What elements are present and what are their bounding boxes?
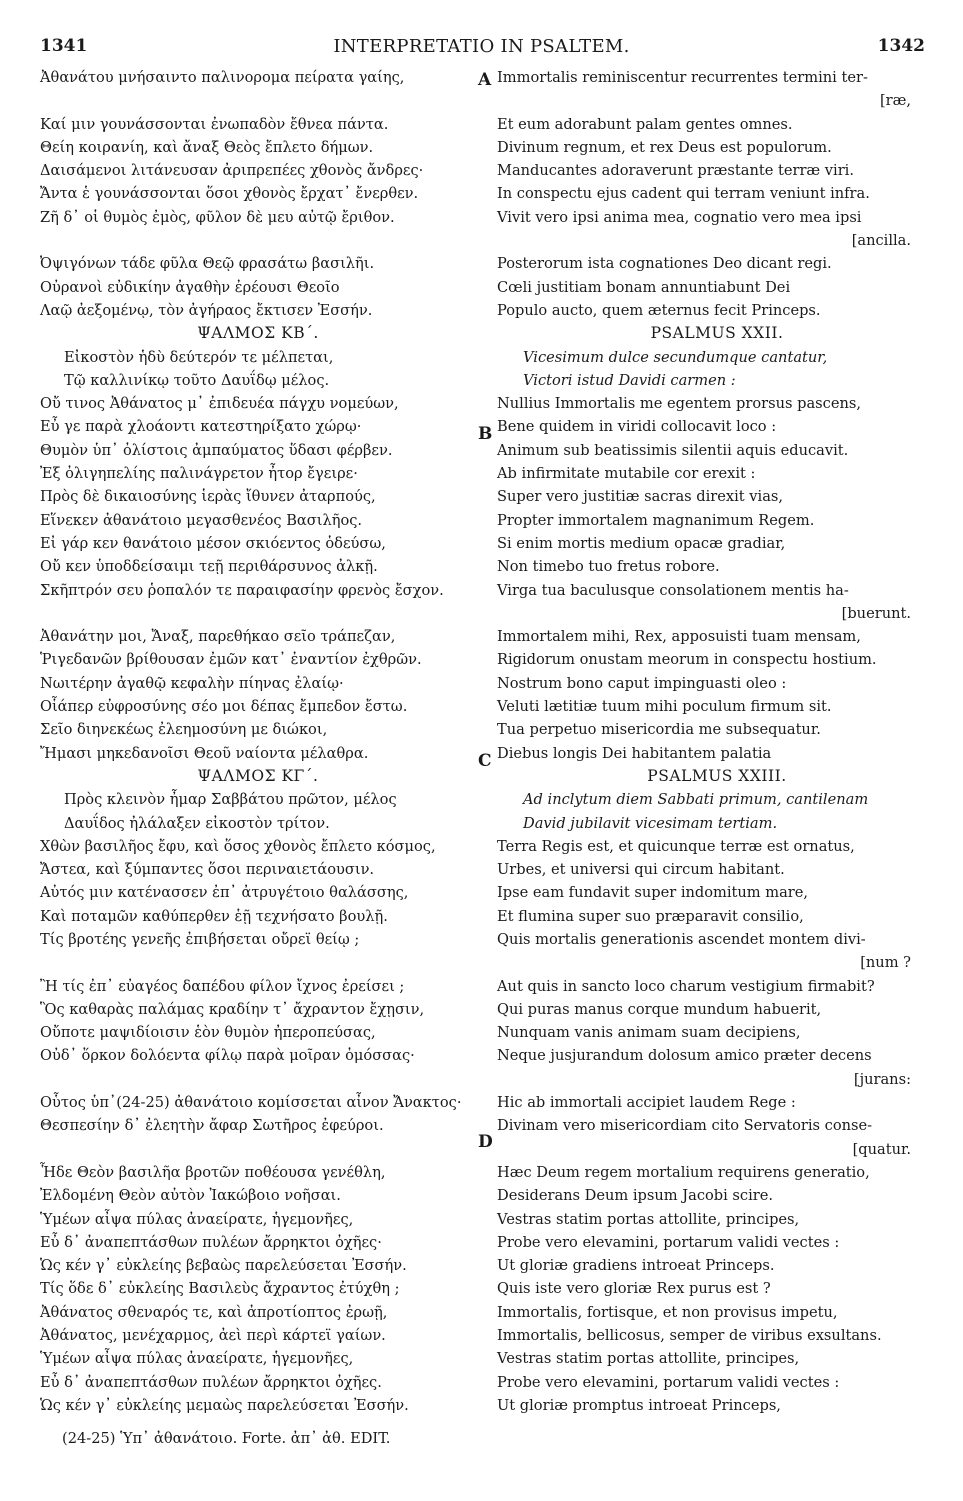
- greek-line: Ἐξ ὀλιγηπελίης παλινάγρετον ἦτορ ἔγειρε·: [40, 465, 358, 483]
- latin-line: Qui puras manus corque mundum habuerit,: [497, 1000, 822, 1018]
- latin-line: Rigidorum onustam meorum in conspectu hostium.: [497, 651, 877, 669]
- latin-line: Nullius Immortalis me egentem prorsus pascens,: [497, 395, 862, 413]
- greek-line: [40, 602, 476, 625]
- greek-line: Εὖ δ᾽ ἀναπεπτάσθων πυλέων ἄρρηκτοι ὀχῆες·: [40, 1233, 382, 1251]
- latin-line: Quis iste vero gloriæ Rex purus est ?: [497, 1280, 771, 1298]
- greek-line: Ἀθάνατος, μενέχαρμος, ἀεὶ περὶ κάρτεϊ γαίων.: [40, 1327, 386, 1345]
- greek-line: Θείη κοιρανίη, καὶ ἄναξ Θεὸς ἔπλετο δήμων.: [40, 138, 374, 156]
- greek-line: Δαυΐδος ἠλάλαξεν εἰκοστὸν τρίτον.: [64, 814, 330, 832]
- margin-letter-b: B: [478, 424, 493, 444]
- latin-line: Probe vero elevamini, portarum validi vectes :: [497, 1233, 840, 1251]
- greek-line: ΨΑΛΜΟΣ ΚΒ΄.: [197, 324, 319, 343]
- greek-line: Εὖ γε παρὰ χλοάοντι κατεστηρίξατο χώρῳ·: [40, 418, 362, 436]
- latin-line: Neque jusjurandum dolosum amico præter decens: [497, 1047, 872, 1065]
- greek-line: Λαῷ ἀεξομένῳ, τὸν ἀγήραος ἔκτισεν Ἐσσήν.: [40, 301, 373, 319]
- greek-line: Ἀθανάτην μοι, Ἄναξ, παρεθήκαο σεῖο τράπεζαν,: [40, 628, 396, 646]
- greek-line: Οὔ τινος Ἀθάνατος μ᾽ ἐπιδευέα πάγχυ νομεύων,: [40, 395, 399, 413]
- greek-line: Τῷ καλλινίκῳ τοῦτο Δαυΐδῳ μέλος.: [64, 371, 330, 389]
- latin-column: [497, 66, 937, 1417]
- greek-line: Ἤμασι μηκεδανοῖσι Θεοῦ ναίοντα μέλαθρα.: [40, 744, 369, 762]
- greek-line: Ζῆ δ᾽ οἱ θυμὸς ἐμὸς, φῦλον δὲ μευ αὐτῷ ἔριθον.: [40, 208, 395, 226]
- margin-letter-a: A: [478, 70, 492, 90]
- greek-line: Δαισάμενοι λιτάνευσαν ἀριπρεπέες χθονὸς ἄνδρες·: [40, 162, 424, 180]
- latin-line: Bene quidem in viridi collocavit loco :: [497, 418, 777, 436]
- greek-line: Αὐτός μιν κατένασσεν ἐπ᾽ ἀτρυγέτοιο θαλάσσης,: [40, 884, 409, 902]
- latin-line: Super vero justitiæ sacras direxit vias,: [497, 488, 784, 506]
- latin-line: Si enim mortis medium opacæ gradiar,: [497, 534, 786, 552]
- greek-line: Θυμὸν ὑπ᾽ ὀλίστοις ἀμπαύματος ὕδασι φέρβεν.: [40, 441, 393, 459]
- latin-line: Tua perpetuo misericordia me subsequatur.: [497, 721, 821, 739]
- latin-line: Populo aucto, quem æternus fecit Princeps.: [497, 301, 821, 319]
- greek-column: [40, 66, 476, 1417]
- latin-line: Victori istud Davidi carmen :: [523, 371, 736, 389]
- latin-line: Hic ab immortali accipiet laudem Rege :: [497, 1094, 796, 1112]
- greek-line: Χθὼν βασιλῆος ἔφυ, καὶ ὅσος χθονὸς ἔπλετο κόσμος,: [40, 837, 436, 855]
- greek-line: Ὡς κέν γ᾽ εὐκλείης βεβαὼς παρελεύσεται Ἐσσήν.: [40, 1257, 407, 1275]
- latin-line: Probe vero elevamini, portarum validi vectes :: [497, 1373, 840, 1391]
- greek-line: Εὖ δ᾽ ἀναπεπτάσθων πυλέων ἄρρηκτοι ὀχῆες.: [40, 1373, 382, 1391]
- greek-line: Ὃς καθαρὰς παλάμας κραδίην τ᾽ ἄχραντον ἔχῃσιν,: [40, 1000, 425, 1018]
- latin-line: Ad inclytum diem Sabbati primum, cantilenam: [523, 791, 869, 809]
- latin-line: Vestras statim portas attollite, principes,: [497, 1350, 800, 1368]
- latin-line: Nostrum bono caput impinguasti oleo :: [497, 674, 787, 692]
- greek-line: Πρὸς δὲ δικαιοσύνης ἱερὰς ἴθυνεν ἀταρπούς,: [40, 488, 376, 506]
- latin-line: In conspectu ejus cadent qui terram veniunt infra.: [497, 185, 870, 203]
- latin-line: Propter immortalem magnanimum Regem.: [497, 511, 815, 529]
- latin-line: Divinam vero misericordiam cito Servatoris conse-: [497, 1117, 873, 1135]
- greek-line: Οἷάπερ εὐφροσύνης σέο μοι δέπας ἔμπεδον ἔστω.: [40, 698, 408, 716]
- greek-line: Εἵνεκεν ἀθανάτοιο μεγασθενέος Βασιλῆος.: [40, 511, 363, 529]
- latin-line: Vestras statim portas attollite, principes,: [497, 1210, 800, 1228]
- latin-line: [ancilla.: [851, 232, 911, 250]
- greek-line: Ἧδε Θεὸν βασιλῆα βροτῶν ποθέουσα γενέθλη,: [40, 1163, 386, 1181]
- greek-line: Οὔ κεν ὑποδδείσαιμι τεῇ περιθάρσυνος ἀλκῇ.: [40, 558, 378, 576]
- greek-line: Τίς ὅδε δ᾽ εὐκλείης Βασιλεὺς ἄχραντος ἐτύχθη ;: [40, 1280, 400, 1298]
- latin-line: Non timebo tuo fretus robore.: [497, 558, 720, 576]
- latin-line: Ab infirmitate mutabile cor erexit :: [497, 465, 756, 483]
- latin-line: Diebus longis Dei habitantem palatia: [497, 744, 772, 762]
- running-title: INTERPRETATIO IN PSALTEM.: [333, 36, 630, 57]
- greek-line: [40, 1068, 476, 1091]
- latin-line: Divinum regnum, et rex Deus est populorum.: [497, 138, 832, 156]
- latin-line: [buerunt.: [841, 604, 911, 622]
- greek-line: Τίς βροτέης γενεῆς ἐπιβήσεται οὔρεϊ θείῳ ;: [40, 930, 360, 948]
- latin-line: PSALMUS XXII.: [650, 324, 784, 343]
- latin-line: Immortalis, bellicosus, semper de viribus exsultans.: [497, 1327, 882, 1345]
- greek-line: [40, 89, 476, 112]
- greek-line: Ὡς κέν γ᾽ εὐκλείης μεμαὼς παρελεύσεται Ἐσσήν.: [40, 1396, 409, 1414]
- latin-line: David jubilavit vicesimam tertiam.: [523, 814, 778, 832]
- greek-line: Εἰκοστὸν ἡδὺ δεύτερόν τε μέλπεται,: [64, 348, 334, 366]
- latin-line: Desiderans Deum ipsum Jacobi scire.: [497, 1187, 774, 1205]
- greek-line: Ὑμέων αἶψα πύλας ἀναείρατε, ἡγεμονῆες,: [40, 1350, 354, 1368]
- greek-line: Σεῖο διηνεκέως ἐλεημοσύνη με διώκοι,: [40, 721, 328, 739]
- greek-line: Ὑμέων αἶψα πύλας ἀναείρατε, ἡγεμονῆες,: [40, 1210, 354, 1228]
- footnote: (24-25) Ὑπ᾽ ἀθανάτοιο. Forte. ἀπ᾽ ἀθ. EDIT.: [62, 1430, 391, 1447]
- latin-line: Ut gloriæ gradiens introeat Princeps.: [497, 1257, 775, 1275]
- greek-line: Οὔποτε μαψιδίοισιν ἑὸν θυμὸν ἠπεροπεύσας,: [40, 1024, 376, 1042]
- latin-line: [jurans:: [853, 1070, 911, 1088]
- latin-line: Terra Regis est, et quicunque terræ est ornatus,: [497, 837, 855, 855]
- greek-line: Οὐρανοὶ εὐδικίην ἀγαθὴν ἐρέουσι Θεοῖο: [40, 278, 340, 296]
- latin-line: Animum sub beatissimis silentii aquis educavit.: [497, 441, 849, 459]
- greek-line: Ἢ τίς ἐπ᾽ εὐαγέος δαπέδου φίλον ἴχνος ἐρείσει ;: [40, 977, 405, 995]
- greek-line: Θεσπεσίην δ᾽ ἐλεητὴν ἄφαρ Σωτῆρος ἐφεύροι.: [40, 1117, 384, 1135]
- greek-line: Καὶ ποταμῶν καθύπερθεν ἑῇ τεχνήσατο βουλῇ.: [40, 907, 388, 925]
- greek-line: Ὀψιγόνων τάδε φῦλα Θεῷ φρασάτω βασιλῆι.: [40, 255, 375, 273]
- greek-line: Σκῆπτρόν σευ ῥοπαλόν τε παραιφασίην φρενὸς ἔσχον.: [40, 581, 444, 599]
- latin-line: Immortalis reminiscentur recurrentes termini ter-: [497, 69, 868, 86]
- margin-letter-d: D: [478, 1132, 493, 1152]
- greek-line: Ῥιγεδανῶν βρίθουσαν ἐμῶν κατ᾽ ἐναντίον ἐχθρῶν.: [40, 651, 422, 669]
- latin-line: Posterorum ista cognationes Deo dicant regi.: [497, 255, 832, 273]
- page-header: [0, 36, 963, 60]
- greek-line: Καί μιν γουνάσσονται ἐνωπαδὸν ἔθνεα πάντα.: [40, 115, 389, 133]
- latin-line: Vivit vero ipsi anima mea, cognatio vero mea ipsi: [497, 208, 862, 226]
- latin-line: Immortalis, fortisque, et non provisus impetu,: [497, 1303, 838, 1321]
- greek-line: Πρὸς κλεινὸν ἦμαρ Σαββάτου πρῶτον, μέλος: [64, 791, 397, 809]
- greek-line: Εἰ γάρ κεν θανάτοιο μέσον σκιόεντος ὁδεύσω,: [40, 534, 386, 552]
- right-page-number: 1342: [877, 36, 925, 56]
- latin-line: Hæc Deum regem mortalium requirens generatio,: [497, 1163, 870, 1181]
- latin-line: PSALMUS XXIII.: [647, 766, 787, 785]
- latin-line: Ut gloriæ promptus introeat Princeps,: [497, 1396, 781, 1414]
- greek-line: Οὗτος ὑπ᾽(24-25) ἀθανάτοιο κομίσσεται αἶνον Ἄνακτος·: [40, 1094, 462, 1112]
- latin-line: Ipse eam fundavit super indomitum mare,: [497, 884, 809, 902]
- latin-line: Et eum adorabunt palam gentes omnes.: [497, 115, 793, 133]
- latin-line: Et flumina super suo præparavit consilio,: [497, 907, 804, 925]
- greek-line: Ἀθανάτου μνήσαιντο παλινορομα πείρατα γαίης,: [40, 69, 405, 86]
- left-page-number: 1341: [40, 36, 88, 56]
- latin-line: Urbes, et universi qui circum habitant.: [497, 861, 785, 879]
- latin-line: [quatur.: [852, 1140, 911, 1158]
- latin-line: Aut quis in sancto loco charum vestigium firmabit?: [497, 977, 875, 995]
- latin-line: [ræ,: [879, 92, 911, 110]
- greek-line: Νωιτέρην ἀγαθῷ κεφαλὴν πίηνας ἐλαίῳ·: [40, 674, 344, 692]
- latin-line: [num ?: [860, 954, 911, 972]
- greek-line: Ἄντα ἑ γουνάσσονται ὅσοι χθονὸς ἔρχατ᾽ ἔνερθεν.: [40, 185, 419, 203]
- greek-line: Οὐδ᾽ ὅρκον δολόεντα φίλῳ παρὰ μοῖραν ὀμόσσας·: [40, 1047, 415, 1065]
- greek-line: Ἀθάνατος σθεναρός τε, καὶ ἀπροτίοπτος ἐρωῇ,: [40, 1303, 388, 1321]
- greek-line: [40, 1138, 476, 1161]
- greek-line: Ἐλδομένη Θεὸν αὐτὸν Ἰακώβοιο νοῆσαι.: [40, 1187, 341, 1205]
- margin-letter-c: C: [478, 751, 492, 771]
- greek-line: [40, 229, 476, 252]
- latin-line: Vicesimum dulce secundumque cantatur,: [523, 348, 828, 366]
- latin-line: Cœli justitiam bonam annuntiabunt Dei: [497, 278, 791, 296]
- greek-line: ΨΑΛΜΟΣ ΚΓ΄.: [197, 766, 319, 785]
- latin-line: Manducantes adoraverunt præstante terræ viri.: [497, 162, 854, 180]
- latin-line: Nunquam vanis animam suam decipiens,: [497, 1024, 801, 1042]
- latin-line: Veluti lætitiæ tuum mihi poculum firmum sit.: [497, 698, 832, 716]
- greek-line: Ἄστεα, καὶ ξύμπαντες ὅσοι περιναιετάουσιν.: [40, 861, 375, 879]
- greek-line: [40, 951, 476, 974]
- latin-line: Quis mortalis generationis ascendet montem divi-: [497, 930, 866, 948]
- latin-line: Immortalem mihi, Rex, apposuisti tuam mensam,: [497, 628, 861, 646]
- latin-line: Virga tua baculusque consolationem mentis ha-: [497, 581, 849, 599]
